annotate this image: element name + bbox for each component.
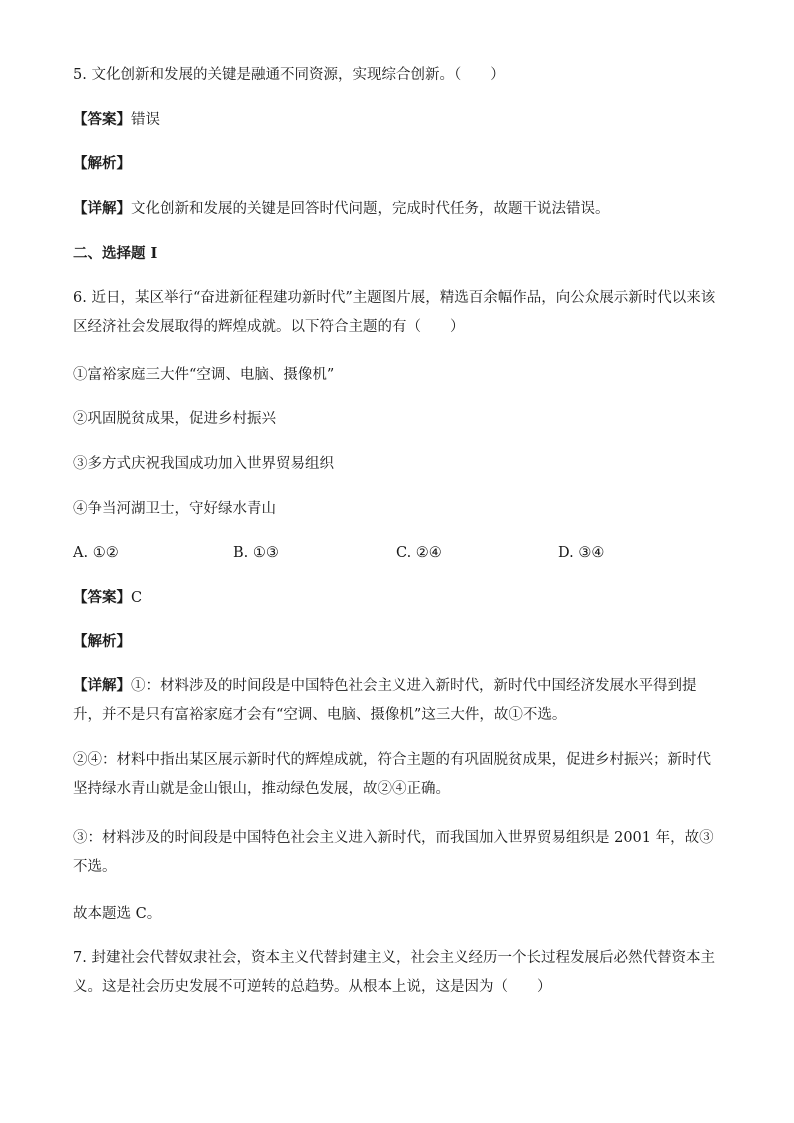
- q6-option-a: A. ①②: [73, 545, 119, 561]
- q6-analysis-label: 【解析】: [73, 634, 131, 650]
- q6-detail-2: ②④：材料中指出某区展示新时代的辉煌成就，符合主题的有巩固脱贫成果，促进乡村振兴；新时代坚持绿水青山就是金山银山，推动绿色发展，故②④正确。: [73, 752, 711, 797]
- q6-option-b: B. ①③: [233, 545, 279, 561]
- q6-stem: 6. 近日，某区举行“奋进新征程建功新时代”主题图片展，精选百余幅作品，向公众展示新时代以来该区经济社会发展取得的辉煌成就。以下符合主题的有（ ）: [73, 290, 716, 335]
- q5-answer: [73, 109, 160, 131]
- q5-analysis-label: 【解析】: [73, 156, 131, 172]
- q7-stem: 7. 封建社会代替奴隶社会，资本主义代替封建主义，社会主义经历一个长过程发展后必然代替资本主义。这是社会历史发展不可逆转的总趋势。从根本上说，这是因为（ ）: [73, 950, 715, 995]
- answer-label: 【答案】: [73, 590, 131, 606]
- q6-detail-3: ③：材料涉及的时间段是中国特色社会主义进入新时代，而我国加入世界贸易组织是 2001 年，故③不选。: [73, 830, 714, 875]
- answer-label: 【答案】: [73, 112, 131, 128]
- q6-item-3: ③多方式庆祝我国成功加入世界贸易组织: [73, 456, 334, 472]
- q6-item-1: ①富裕家庭三大件“空调、电脑、摄像机”: [73, 367, 335, 383]
- section-heading: 二、选择题 I: [73, 245, 158, 262]
- detail-label: 【详解】: [73, 678, 131, 694]
- q6-option-d: D. ③④: [558, 545, 605, 561]
- q6-answer: [73, 587, 142, 609]
- q6-conclusion: 故本题选 C。: [73, 906, 162, 922]
- q6-item-2: ②巩固脱贫成果，促进乡村振兴: [73, 411, 276, 427]
- q6-item-4: ④争当河湖卫士，守好绿水青山: [73, 501, 276, 517]
- q6-answer-value: C: [131, 590, 143, 606]
- q5-text: 5. 文化创新和发展的关键是融通不同资源，实现综合创新。（ ）: [73, 67, 505, 83]
- q5-answer-value: 错误: [131, 112, 160, 128]
- q6-detail-1-text: ①：材料涉及的时间段是中国特色社会主义进入新时代，新时代中国经济发展水平得到提升，并不是只有富裕家庭才会有“空调、电脑、摄像机”这三大件，故①不选。: [73, 678, 697, 723]
- q6-option-c: C. ②④: [396, 545, 442, 561]
- q5-detail-text: 文化创新和发展的关键是回答时代问题，完成时代任务，故题干说法错误。: [131, 201, 610, 217]
- q6-detail-1: [73, 672, 723, 730]
- q5-detail: [73, 198, 610, 220]
- detail-label: 【详解】: [73, 201, 131, 217]
